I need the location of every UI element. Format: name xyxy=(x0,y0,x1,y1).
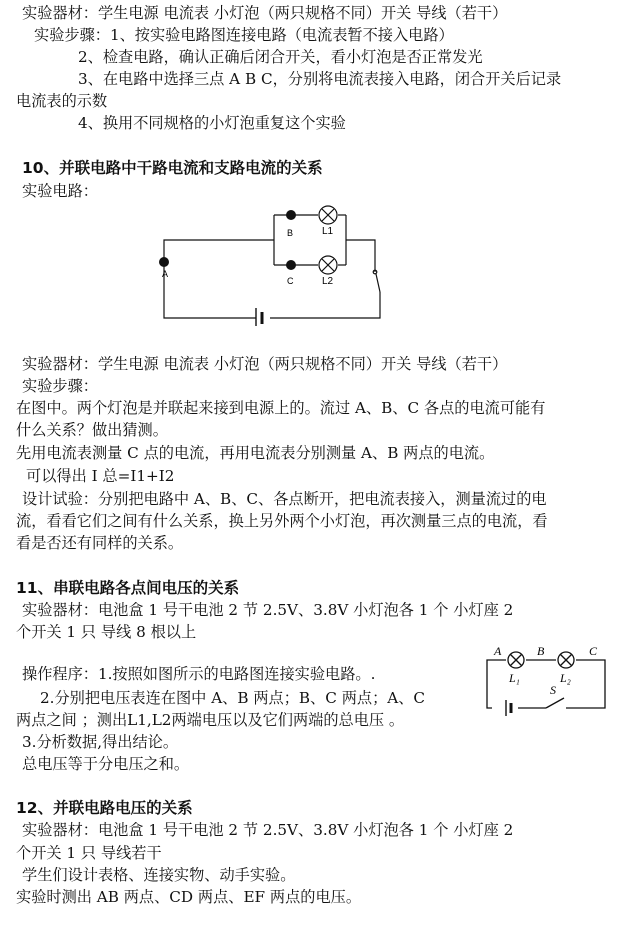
wire-bottom-right xyxy=(270,292,380,318)
label-l1: L1 xyxy=(322,226,334,237)
wire-left-top xyxy=(164,240,274,262)
s12-p1: 学生们设计表格、连接实物、动手实验。 xyxy=(22,866,296,884)
series-circuit-diagram xyxy=(482,636,610,716)
switch-icon xyxy=(376,274,380,292)
s11-equipment: 实验器材：电池盒 1 号干电池 2 节 2.5V、3.8V 小灯泡各 1 个 小灯座 2 xyxy=(22,601,514,619)
s11-equipment-cont: 个开关 1 只 导线 8 根以上 xyxy=(16,623,197,641)
label-l2: L₂ xyxy=(560,671,571,685)
label-a: A xyxy=(162,269,169,279)
s10-steps-label: 实验步骤： xyxy=(22,377,98,395)
s10-p1-cont: 什么关系？做出猜测。 xyxy=(16,421,168,439)
label-b: B xyxy=(537,644,545,658)
node-a-dot xyxy=(159,257,169,267)
label-a: A xyxy=(494,644,502,658)
parallel-circuit-diagram xyxy=(150,196,400,326)
s12-p2: 实验时测出 AB 两点、CD 两点、EF 两点的电压。 xyxy=(16,888,362,906)
s10-p1: 在图中。两个灯泡是并联起来接到电源上的。流过 A、B、C 各点的电流可能有 xyxy=(16,399,546,417)
s9-equipment: 实验器材：学生电源 电流表 小灯泡（两只规格不同）开关 导线（若干） xyxy=(22,4,508,22)
wire-bottom-left xyxy=(164,262,256,318)
s12-title: 12、并联电路电压的关系 xyxy=(16,799,193,817)
s10-circuit-label: 实验电路： xyxy=(22,182,98,200)
s10-title: 10、并联电路中干路电流和支路电流的关系 xyxy=(22,159,323,177)
s10-p4-cont1: 流，看看它们之间有什么关系，换上另外两个小灯泡，再次测量三点的电流，看 xyxy=(16,512,548,530)
s10-p2: 先用电流表测量 C 点的电流，再用电流表分别测量 A、B 两点的电流。 xyxy=(16,444,495,462)
s9-step3: 3、在电路中选择三点 A B C，分别将电流表接入电路，闭合开关后记录 xyxy=(78,70,562,88)
s10-p4-cont2: 看是否还有同样的关系。 xyxy=(16,534,184,552)
s11-proc2-cont: 两点之间 ；测出L1,L2两端电压以及它们两端的总电压 。 xyxy=(16,711,405,729)
s11-title: 11、串联电路各点间电压的关系 xyxy=(16,579,240,597)
node-c-dot xyxy=(286,260,296,270)
s12-equipment-cont: 个开关 1 只 导线若干 xyxy=(16,844,162,862)
s11-proc3: 3.分析数据,得出结论。 xyxy=(22,733,179,751)
label-b: B xyxy=(287,228,294,238)
s10-p3: 可以得出 I 总=I1+I2 xyxy=(26,467,175,485)
label-l1: L₁ xyxy=(509,671,520,685)
s11-conclusion: 总电压等于分电压之和。 xyxy=(22,755,190,773)
s10-equipment: 实验器材：学生电源 电流表 小灯泡（两只规格不同）开关 导线（若干） xyxy=(22,355,508,373)
label-s: S xyxy=(550,683,556,697)
s11-proc1: 操作程序：1.按照如图所示的电路图连接实验电路。. xyxy=(22,665,376,683)
s12-equipment: 实验器材：电池盒 1 号干电池 2 节 2.5V、3.8V 小灯泡各 1 个 小灯座 2 xyxy=(22,821,514,839)
s11-proc2: 2.分别把电压表连在图中 A、B 两点；B、C 两点；A、C xyxy=(40,689,426,707)
wire-right-top xyxy=(346,240,375,272)
s9-step3-cont: 电流表的示数 xyxy=(16,92,108,110)
s9-step2: 2、检查电路，确认正确后闭合开关，看小灯泡是否正常发光 xyxy=(78,48,483,66)
label-c: C xyxy=(287,276,294,286)
label-l2: L2 xyxy=(322,276,334,287)
wire-left xyxy=(487,660,506,708)
label-c: C xyxy=(589,644,598,658)
s10-p4: 设计试验：分别把电路中 A、B、C、各点断开，把电流表接入，测量流过的电 xyxy=(22,490,547,508)
s9-step4: 4、换用不同规格的小灯泡重复这个实验 xyxy=(78,114,346,132)
switch-icon xyxy=(546,698,564,708)
wire-right xyxy=(566,660,605,708)
s9-step1: 实验步骤：1、按实验电路图连接电路（电流表暂不接入电路） xyxy=(34,26,454,44)
node-b-dot xyxy=(286,210,296,220)
